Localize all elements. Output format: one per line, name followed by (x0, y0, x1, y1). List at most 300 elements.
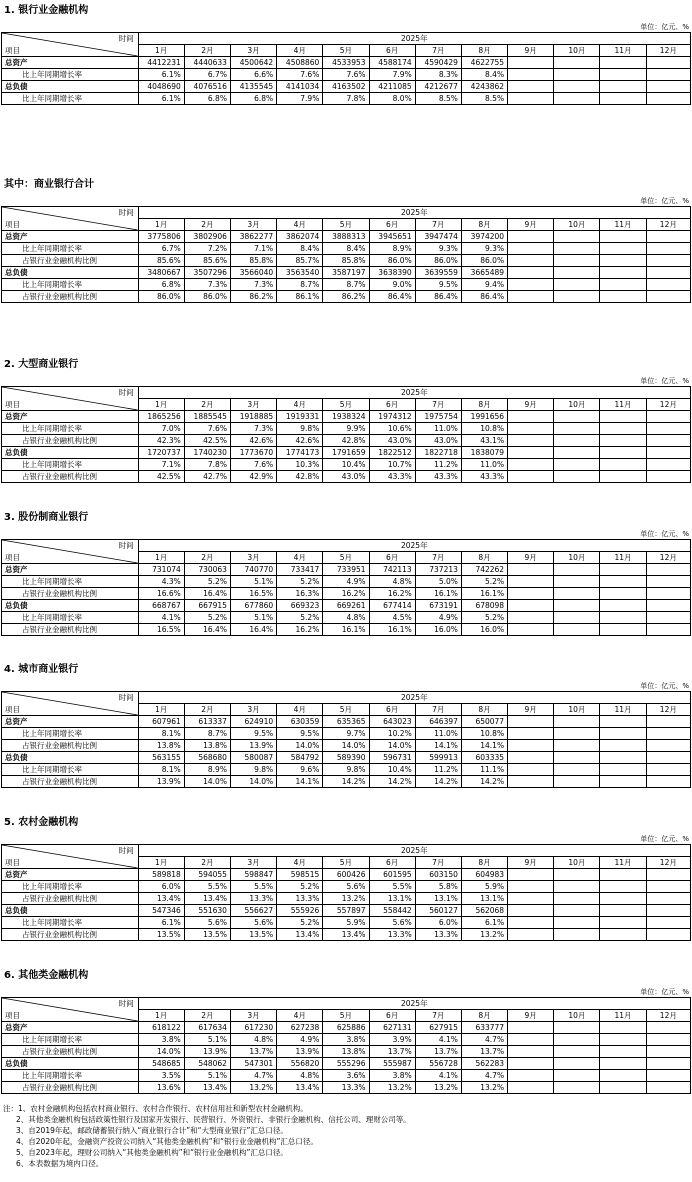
value-cell: 14.2% (461, 776, 507, 788)
value-cell: 7.3% (230, 423, 276, 435)
value-cell (508, 881, 554, 893)
value-cell (646, 917, 690, 929)
section-7 (0, 965, 692, 1094)
value-cell: 596731 (369, 752, 415, 764)
month-header: 11月 (600, 399, 646, 411)
value-cell: 4588174 (369, 57, 415, 69)
value-cell: 9.5% (277, 728, 323, 740)
month-header: 5月 (323, 857, 369, 869)
value-cell: 1919331 (277, 411, 323, 423)
value-cell (646, 588, 690, 600)
month-header: 6月 (369, 552, 415, 564)
value-cell (508, 423, 554, 435)
value-cell (554, 243, 600, 255)
unit-label: 单位：亿元、% (640, 377, 689, 385)
value-cell: 627238 (277, 1022, 323, 1034)
value-cell: 1822512 (369, 447, 415, 459)
value-cell (508, 69, 554, 81)
value-cell: 43.0% (323, 471, 369, 483)
month-header: 10月 (554, 219, 600, 231)
value-cell (508, 57, 554, 69)
value-cell (554, 435, 600, 447)
value-cell: 85.6% (184, 255, 230, 267)
month-header: 6月 (369, 45, 415, 57)
row-label: 总资产 (2, 231, 139, 243)
value-cell: 601595 (369, 869, 415, 881)
value-cell: 43.0% (369, 435, 415, 447)
month-header: 9月 (508, 857, 554, 869)
value-cell: 598515 (277, 869, 323, 881)
corner-time-label: 时间 (118, 999, 134, 1008)
month-header: 9月 (508, 552, 554, 564)
value-cell: 635365 (323, 716, 369, 728)
value-cell: 5.2% (277, 881, 323, 893)
value-cell: 11.2% (415, 459, 461, 471)
value-cell: 548062 (184, 1058, 230, 1070)
value-cell (554, 776, 600, 788)
value-cell: 10.4% (369, 764, 415, 776)
value-cell: 7.8% (323, 93, 369, 105)
value-cell: 13.4% (184, 1082, 230, 1094)
month-header: 10月 (554, 552, 600, 564)
row-label: 占银行业金融机构比例 (2, 776, 139, 788)
row-label: 占银行业金融机构比例 (2, 471, 139, 483)
value-cell: 9.0% (369, 279, 415, 291)
value-cell: 11.2% (415, 764, 461, 776)
value-cell: 8.4% (277, 243, 323, 255)
month-header: 12月 (646, 219, 690, 231)
row-label: 总资产 (2, 716, 139, 728)
value-cell (646, 881, 690, 893)
value-cell: 627915 (415, 1022, 461, 1034)
value-cell (600, 243, 646, 255)
corner-time-label: 时间 (118, 388, 134, 397)
section-2 (0, 174, 692, 303)
value-cell: 13.3% (230, 893, 276, 905)
value-cell (646, 291, 690, 303)
corner-header (2, 845, 139, 869)
value-cell: 16.1% (323, 624, 369, 636)
value-cell (554, 764, 600, 776)
value-cell: 86.0% (369, 255, 415, 267)
value-cell (646, 423, 690, 435)
value-cell: 731074 (138, 564, 184, 576)
value-cell (646, 1034, 690, 1046)
value-cell (508, 459, 554, 471)
month-header: 11月 (600, 704, 646, 716)
month-header: 4月 (277, 857, 323, 869)
value-cell (646, 600, 690, 612)
value-cell: 8.9% (369, 243, 415, 255)
corner-header (2, 387, 139, 411)
value-cell: 618122 (138, 1022, 184, 1034)
month-header: 4月 (277, 219, 323, 231)
value-cell (600, 576, 646, 588)
value-cell: 13.3% (369, 929, 415, 941)
row-label: 比上年同期增长率 (2, 69, 139, 81)
value-cell (600, 1070, 646, 1082)
value-cell (508, 869, 554, 881)
value-cell (600, 564, 646, 576)
value-cell: 3665489 (461, 267, 507, 279)
value-cell (508, 93, 554, 105)
value-cell: 43.3% (369, 471, 415, 483)
value-cell: 16.3% (277, 588, 323, 600)
row-label: 比上年同期增长率 (2, 423, 139, 435)
month-header: 3月 (230, 704, 276, 716)
value-cell (646, 93, 690, 105)
month-header: 5月 (323, 45, 369, 57)
value-cell: 594055 (184, 869, 230, 881)
month-header: 12月 (646, 552, 690, 564)
value-cell (646, 776, 690, 788)
value-cell: 4.7% (461, 1034, 507, 1046)
table-row (2, 243, 691, 255)
value-cell: 16.4% (184, 624, 230, 636)
value-cell: 5.5% (369, 881, 415, 893)
value-cell: 13.8% (184, 740, 230, 752)
table-row (2, 776, 691, 788)
value-cell (646, 267, 690, 279)
value-cell: 6.1% (138, 93, 184, 105)
value-cell (646, 612, 690, 624)
month-header: 5月 (323, 399, 369, 411)
value-cell: 16.1% (415, 588, 461, 600)
value-cell: 5.2% (461, 612, 507, 624)
value-cell: 1774173 (277, 447, 323, 459)
value-cell (600, 1082, 646, 1094)
month-header: 1月 (138, 704, 184, 716)
month-header: 6月 (369, 219, 415, 231)
value-cell: 5.2% (184, 576, 230, 588)
value-cell: 5.0% (415, 576, 461, 588)
value-cell: 737213 (415, 564, 461, 576)
value-cell: 557897 (323, 905, 369, 917)
value-cell (600, 279, 646, 291)
value-cell: 11.0% (415, 423, 461, 435)
value-cell (646, 764, 690, 776)
value-cell: 3.5% (138, 1070, 184, 1082)
row-label: 总负债 (2, 905, 139, 917)
value-cell: 4590429 (415, 57, 461, 69)
value-cell (554, 728, 600, 740)
value-cell: 13.4% (277, 929, 323, 941)
row-label: 比上年同期增长率 (2, 1070, 139, 1082)
value-cell: 7.9% (277, 93, 323, 105)
month-header: 5月 (323, 704, 369, 716)
value-cell: 4.8% (277, 1070, 323, 1082)
value-cell (554, 881, 600, 893)
month-header: 4月 (277, 45, 323, 57)
header-row (2, 387, 691, 399)
value-cell: 13.5% (138, 929, 184, 941)
row-label: 比上年同期增长率 (2, 917, 139, 929)
value-cell: 6.8% (138, 279, 184, 291)
value-cell: 13.9% (184, 1046, 230, 1058)
value-cell: 7.0% (138, 423, 184, 435)
value-cell: 13.9% (138, 776, 184, 788)
month-header: 12月 (646, 1010, 690, 1022)
value-cell: 3775806 (138, 231, 184, 243)
value-cell (600, 881, 646, 893)
value-cell: 1791659 (323, 447, 369, 459)
year-header: 2025年 (138, 692, 690, 704)
value-cell: 4508860 (277, 57, 323, 69)
table-row (2, 588, 691, 600)
value-cell: 6.1% (461, 917, 507, 929)
row-label: 总负债 (2, 81, 139, 93)
month-header: 12月 (646, 399, 690, 411)
value-cell: 86.2% (230, 291, 276, 303)
value-cell: 5.1% (184, 1034, 230, 1046)
value-cell: 1991656 (461, 411, 507, 423)
value-cell: 14.2% (369, 776, 415, 788)
value-cell (554, 588, 600, 600)
value-cell: 627131 (369, 1022, 415, 1034)
value-cell (508, 776, 554, 788)
value-cell: 548685 (138, 1058, 184, 1070)
value-cell: 643023 (369, 716, 415, 728)
value-cell (646, 1022, 690, 1034)
row-label: 比上年同期增长率 (2, 459, 139, 471)
value-cell: 85.6% (138, 255, 184, 267)
value-cell: 4.1% (415, 1034, 461, 1046)
value-cell: 3.8% (138, 1034, 184, 1046)
diagonal-line (2, 540, 138, 563)
month-header: 11月 (600, 219, 646, 231)
value-cell: 3.6% (323, 1070, 369, 1082)
value-cell: 10.8% (461, 728, 507, 740)
value-cell: 7.6% (323, 69, 369, 81)
row-label: 占银行业金融机构比例 (2, 1082, 139, 1094)
value-cell (600, 905, 646, 917)
value-cell: 16.2% (277, 624, 323, 636)
value-cell (508, 1058, 554, 1070)
value-cell (646, 624, 690, 636)
section-3 (0, 354, 692, 483)
value-cell: 10.7% (369, 459, 415, 471)
value-cell: 8.1% (138, 764, 184, 776)
month-header: 10月 (554, 45, 600, 57)
value-cell: 7.8% (184, 459, 230, 471)
value-cell (600, 231, 646, 243)
table-row (2, 564, 691, 576)
value-cell: 9.8% (230, 764, 276, 776)
value-cell: 677860 (230, 600, 276, 612)
table-row (2, 459, 691, 471)
value-cell (554, 612, 600, 624)
value-cell: 589390 (323, 752, 369, 764)
value-cell: 7.1% (230, 243, 276, 255)
table-row (2, 1058, 691, 1070)
month-header: 7月 (415, 704, 461, 716)
value-cell: 3638390 (369, 267, 415, 279)
corner-time-label: 时间 (118, 208, 134, 217)
table-row (2, 267, 691, 279)
row-label: 比上年同期增长率 (2, 93, 139, 105)
value-cell: 13.7% (230, 1046, 276, 1058)
value-cell: 16.2% (323, 588, 369, 600)
section-title: 6. 其他类金融机构 (4, 970, 89, 981)
row-label: 总负债 (2, 267, 139, 279)
value-cell: 1974312 (369, 411, 415, 423)
value-cell: 14.0% (138, 1046, 184, 1058)
corner-header (2, 692, 139, 716)
unit-label: 单位：亿元、% (640, 23, 689, 31)
month-header: 4月 (277, 399, 323, 411)
value-cell: 556820 (277, 1058, 323, 1070)
value-cell: 8.9% (184, 764, 230, 776)
value-cell: 5.8% (415, 881, 461, 893)
value-cell: 13.1% (369, 893, 415, 905)
value-cell: 4.9% (277, 1034, 323, 1046)
value-cell: 1975754 (415, 411, 461, 423)
value-cell: 5.5% (184, 881, 230, 893)
year-header: 2025年 (138, 998, 690, 1010)
table-row (2, 279, 691, 291)
corner-item-label: 项目 (5, 1011, 20, 1020)
value-cell: 4.3% (138, 576, 184, 588)
table-row (2, 1022, 691, 1034)
value-cell: 4.9% (415, 612, 461, 624)
corner-item-label: 项目 (5, 220, 20, 229)
value-cell (646, 279, 690, 291)
row-label: 占银行业金融机构比例 (2, 624, 139, 636)
section-title: 3. 股份制商业银行 (4, 512, 89, 523)
value-cell (508, 1082, 554, 1094)
value-cell (508, 716, 554, 728)
value-cell (646, 728, 690, 740)
value-cell: 14.0% (184, 776, 230, 788)
month-header: 10月 (554, 1010, 600, 1022)
value-cell: 7.3% (184, 279, 230, 291)
value-cell: 742113 (369, 564, 415, 576)
value-cell: 8.7% (184, 728, 230, 740)
value-cell: 668767 (138, 600, 184, 612)
value-cell: 5.2% (184, 612, 230, 624)
value-cell (508, 1034, 554, 1046)
value-cell (600, 869, 646, 881)
value-cell (554, 600, 600, 612)
value-cell: 13.2% (369, 1082, 415, 1094)
value-cell: 86.4% (369, 291, 415, 303)
header-row (2, 692, 691, 704)
value-cell: 8.4% (323, 243, 369, 255)
value-cell (646, 1070, 690, 1082)
row-label: 占银行业金融机构比例 (2, 929, 139, 941)
data-table (1, 691, 691, 788)
value-cell: 3.8% (369, 1070, 415, 1082)
month-header: 10月 (554, 857, 600, 869)
value-cell: 13.6% (138, 1082, 184, 1094)
table-row (2, 1046, 691, 1058)
value-cell: 4.9% (323, 576, 369, 588)
value-cell (554, 1058, 600, 1070)
value-cell (600, 776, 646, 788)
section-title: 1. 银行业金融机构 (4, 5, 89, 16)
value-cell (554, 905, 600, 917)
row-label: 总负债 (2, 600, 139, 612)
value-cell: 14.0% (323, 740, 369, 752)
month-header: 2月 (184, 45, 230, 57)
value-cell: 733951 (323, 564, 369, 576)
value-cell: 5.2% (277, 917, 323, 929)
row-label: 比上年同期增长率 (2, 764, 139, 776)
value-cell: 3888313 (323, 231, 369, 243)
year-header: 2025年 (138, 387, 690, 399)
data-table (1, 32, 691, 105)
footnotes (3, 1103, 689, 1169)
value-cell (554, 576, 600, 588)
value-cell: 9.3% (461, 243, 507, 255)
month-header: 12月 (646, 704, 690, 716)
value-cell: 742262 (461, 564, 507, 576)
value-cell: 6.8% (184, 93, 230, 105)
value-cell: 9.7% (323, 728, 369, 740)
month-header: 3月 (230, 399, 276, 411)
value-cell (600, 471, 646, 483)
value-cell: 7.6% (277, 69, 323, 81)
value-cell: 604983 (461, 869, 507, 881)
value-cell: 14.0% (230, 776, 276, 788)
value-cell (554, 255, 600, 267)
value-cell: 8.5% (415, 93, 461, 105)
table-row (2, 764, 691, 776)
table-row (2, 1070, 691, 1082)
table-row (2, 905, 691, 917)
value-cell: 562068 (461, 905, 507, 917)
value-cell (600, 1046, 646, 1058)
value-cell: 613337 (184, 716, 230, 728)
value-cell: 42.7% (184, 471, 230, 483)
value-cell: 86.4% (461, 291, 507, 303)
value-cell (600, 716, 646, 728)
value-cell: 13.4% (323, 929, 369, 941)
value-cell (600, 411, 646, 423)
value-cell (600, 1058, 646, 1070)
value-cell (600, 588, 646, 600)
row-label: 总资产 (2, 411, 139, 423)
header-row (2, 540, 691, 552)
value-cell (554, 929, 600, 941)
data-table (1, 386, 691, 483)
value-cell: 625886 (323, 1022, 369, 1034)
table-row (2, 728, 691, 740)
value-cell (508, 905, 554, 917)
value-cell: 13.4% (138, 893, 184, 905)
value-cell (600, 435, 646, 447)
value-cell: 4211085 (369, 81, 415, 93)
value-cell: 6.6% (230, 69, 276, 81)
month-header: 9月 (508, 1010, 554, 1022)
footnote-line: 注：1、农村金融机构包括农村商业银行、农村合作银行、农村信用社和新型农村金融机构。 (3, 1104, 308, 1113)
value-cell (554, 1022, 600, 1034)
section-1 (0, 0, 692, 105)
data-table (1, 844, 691, 941)
value-cell (554, 93, 600, 105)
value-cell: 650077 (461, 716, 507, 728)
value-cell: 667915 (184, 600, 230, 612)
value-cell: 7.6% (230, 459, 276, 471)
value-cell: 13.8% (323, 1046, 369, 1058)
value-cell: 580087 (230, 752, 276, 764)
row-label: 总资产 (2, 1022, 139, 1034)
month-header: 1月 (138, 399, 184, 411)
corner-item-label: 项目 (5, 46, 20, 55)
value-cell (646, 471, 690, 483)
value-cell: 3639559 (415, 267, 461, 279)
value-cell: 5.6% (323, 881, 369, 893)
